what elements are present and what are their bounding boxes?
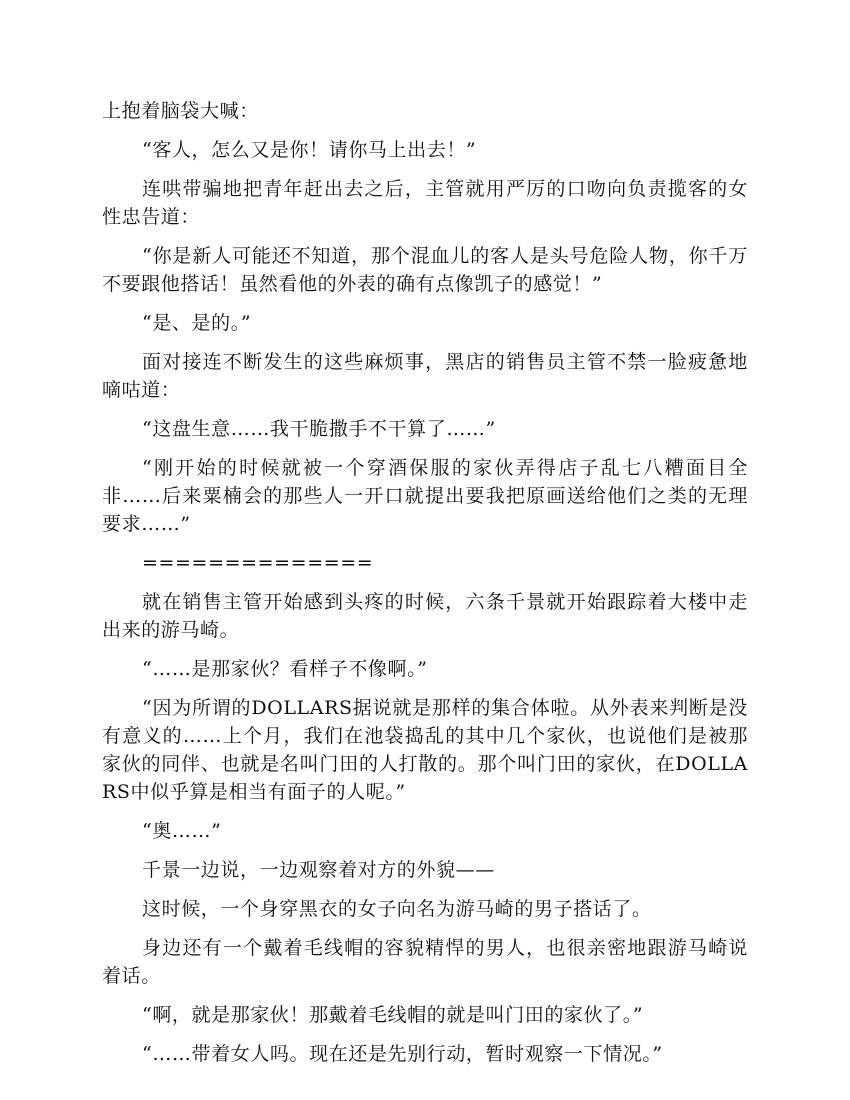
paragraph: “奥……” xyxy=(142,820,222,842)
paragraph: “……带着女人吗。现在还是先别行动，暂时观察一下情况。” xyxy=(142,1043,663,1065)
paragraph: 就在销售主管开始感到头疼的时候，六条千景就开始跟踪着大楼中走出来的游马崎。 xyxy=(102,591,748,641)
paragraph: “刚开始的时候就被一个穿酒保服的家伙弄得店子乱七八糟面目全非……后来粟楠会的那些人一开口就提出要我把原画送给他们之类的无理要求……” xyxy=(102,457,748,535)
paragraph: “这盘生意……我干脆撒手不干算了……” xyxy=(142,418,496,440)
paragraph: “因为所谓的DOLLARS据说就是那样的集合体啦。从外表来判断是没有意义的……上个月，我们在池袋捣乱的其中几个家伙，也说他们是被那家伙的同伴、也就是名叫门田的人打散的。那个叫门田的家伙，在DOLLARS中似乎算是相当有面子的人呢。” xyxy=(102,697,748,803)
paragraph: 上抱着脑袋大喊： xyxy=(102,100,259,122)
paragraph: 面对接连不断发生的这些麻烦事，黑店的销售员主管不禁一脸疲惫地嘀咕道： xyxy=(102,351,748,401)
paragraph: “是、是的。” xyxy=(142,312,252,334)
paragraph: “客人，怎么又是你！请你马上出去！” xyxy=(142,139,477,161)
paragraph: 千景一边说，一边观察着对方的外貌—— xyxy=(142,859,495,881)
paragraph: 这时候，一个身穿黑衣的女子向名为游马崎的男子搭话了。 xyxy=(142,898,652,920)
paragraph: “啊，就是那家伙！那戴着毛线帽的就是叫门田的家伙了。” xyxy=(142,1004,644,1026)
paragraph: “……是那家伙？看样子不像啊。” xyxy=(142,658,428,680)
paragraph: “你是新人可能还不知道，那个混血儿的客人是头号危险人物，你千万不要跟他搭话！虽然看他的外表的确有点像凯子的感觉！” xyxy=(102,245,748,295)
paragraph: 连哄带骗地把青年赶出去之后，主管就用严厉的口吻向负责揽客的女性忠告道： xyxy=(102,178,748,228)
section-separator: ============== xyxy=(142,552,374,574)
paragraph: 身边还有一个戴着毛线帽的容貌精悍的男人，也很亲密地跟游马崎说着话。 xyxy=(102,937,748,987)
document-body xyxy=(102,97,748,1079)
